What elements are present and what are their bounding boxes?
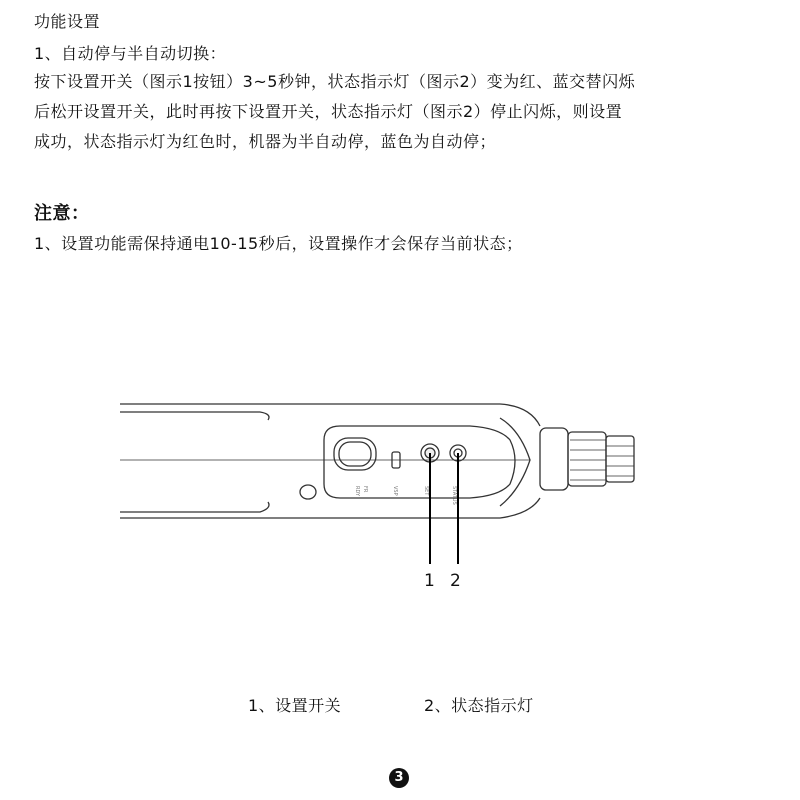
notice-title: 注意： — [34, 203, 90, 224]
section-subtitle: 1、自动停与半自动切换： — [34, 44, 227, 63]
svg-text:SET: SET — [423, 486, 429, 496]
notice-line: 1、设置功能需保持通电10-15秒后，设置操作才会保存当前状态； — [34, 234, 523, 253]
paragraph-line: 按下设置开关（图示1按钮）3~5秒钟，状态指示灯（图示2）变为红、蓝交替闪烁 — [34, 72, 636, 91]
svg-text:FR: FR — [362, 486, 368, 493]
page-heading: 功能设置 — [34, 12, 101, 31]
device-body-top — [120, 404, 540, 426]
svg-text:STATUS: STATUS — [451, 486, 457, 505]
paragraph-line: 后松开设置开关，此时再按下设置开关，状态指示灯（图示2）停止闪烁，则设置 — [34, 102, 623, 121]
paragraph-line: 成功，状态指示灯为红色时，机器为半自动停，蓝色为自动停； — [34, 132, 497, 151]
callout-label-1: 1 — [424, 571, 435, 591]
callout-label-2: 2 — [450, 571, 461, 591]
device-diagram — [0, 380, 800, 620]
side-button — [300, 485, 316, 499]
svg-text:VSP: VSP — [392, 486, 398, 496]
nozzle — [540, 428, 568, 490]
caption-setting-switch: 1、设置开关 — [248, 696, 342, 715]
page-number: 3 — [389, 768, 409, 788]
device-body-bottom — [120, 498, 540, 518]
control-panel-outline — [324, 426, 515, 498]
svg-text:RDY: RDY — [354, 486, 360, 497]
caption-status-light: 2、状态指示灯 — [424, 696, 534, 715]
mode-switch — [334, 438, 376, 470]
